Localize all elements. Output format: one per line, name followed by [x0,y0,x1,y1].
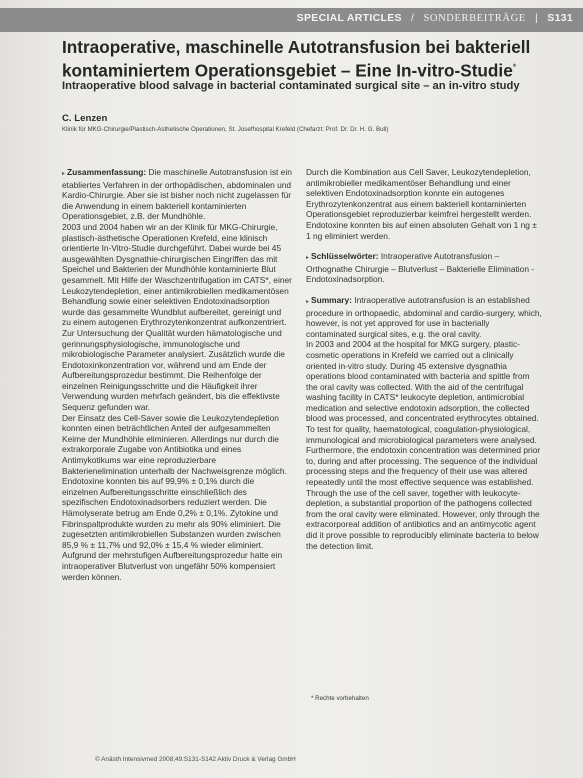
section-header-band [0,8,583,32]
section-en: SPECIAL ARTICLES [296,12,402,24]
abstract-de-p4: Endotoxine konnten bis auf 99,9% ± 0,1% durch die einzelnen Aufbereitungsschritte einschließlich des spezifischen Endotoxinadsorbers reduziert werden. Die Hämolyserate betrug am Ende 0,2% ± 0,1%. Zytokine und Fibrinspaltprodukte wurden zu mehr als 90% eliminiert. Die zugesetzten antimikrobiellen Substanzen wurden zwischen 85,9 % ± 11,7% und 92,0% ± 15,4 % wieder eliminiert. Aufgrund der mehrstufigen Aufbereitungsprozedur hatte ein intraoperativer Blutverlust von ungefähr 50% kompensiert werden können. [62,476,283,582]
header-separator: / [411,12,415,24]
title-footnote-mark: * [512,62,517,72]
triangle-bullet-icon: ▸ [306,255,310,262]
summary-en-label: Summary: [311,294,352,305]
summary-label: Zusammenfassung: [67,167,147,177]
abstract-de-p3: Der Einsatz des Cell-Saver sowie die Leukozytendepletion konnten einen beträchtlichen Anteil der aufgesammelten Keime der Mundhöhle eliminieren. Allerdings nur durch die extrakorporale Zugabe von Antibiotika und eines Antimykotikums war eine reproduzierbare Bakterienelimination unterhalb der Nachweisgrenze möglich. [62,412,287,476]
abstract-de-p2: 2003 und 2004 haben wir an der Klinik für MKG-Chirurgie, plastisch-ästhetische Operationen Krefeld, eine klinisch orientierte In-Vitro-Studie durchgeführt. Dabei wurde bei 45 ausgewählten Dysgnathie-chirurgischen Eingriffen das mit Speichel und Bakterien der Mundhöhle kontaminierte Blut gesammelt. Mit Hilfe der Waschzentrifugation im CATS*, einer Leukozytendepletion, einer antimikrobiellen medikamentösen Behandlung sowie einer selektiven Endotoxinadsorption wurde das gesammelte Wundblut aufbereitet, gereinigt und zu einem autogenen Erythrozytenkonzentrat aufkonzentriert. Zur Untersuchung der Qualität wurden hämatologische und gerinnungsphysiologische, immunologische und mikrobiologische Parameter analysiert. Zusätzlich wurde die Endotoxinkonzentration vor, während und am Ende der Aufbereitungsprozedur bestimmt. Die Reihenfolge der einzelnen Reinigungsschritte und die Häufigkeit ihrer Verwendung wurden mehrfach geändert, bis die effektivste Sequenz gefunden war. [62,221,292,413]
abstract-de-p5: Durch die Kombination aus Cell Saver, Leukozytendepletion, antimikrobieller medikamentöser Behandlung und einer selektiven Endotoxinadsorption konnte ein autogenes Erythrozytenkonzentrat aus einem bakteriell kontaminierten Operationsgebiet reproduzierbar keimfrei hergestellt werden. Endotoxine konnten bis auf einen absoluten Gehalt von 1 ng ± 1 ng eliminiert werden. [306,167,537,241]
keywords-text: Intraoperative Autotransfusion – Orthognathe Chirurgie – Blutverlust – Bakterielle Elimination - Endotoxinadsorption. [306,251,535,285]
article-title-text: Intraoperative, maschinelle Autotransfusion bei bakteriell kontaminiertem Operationsgebiet – Eine In-vitro-Studie [62,37,531,81]
triangle-bullet-icon: ▸ [306,298,310,305]
triangle-bullet-icon: ▸ [62,171,66,177]
summary-en-p3: Through the use of the cell saver, together with leukocyte-depletion, a substantial proportion of the pathogens collected from the oral cavity were eliminated. However, only through the extracorporeal addition of antibiotics and an antimycotic agent did it prove possible to reproducibly eliminate bacteria to below the detection limit. [306,487,540,551]
keywords-label: Schlüsselwörter: [311,251,379,262]
keywords [306,251,542,285]
left-column [62,167,292,582]
header-separator-2: | [535,12,539,24]
summary-en-p1-text: Intraoperative autotransfusion is an established procedure in orthopaedic, abdominal and cardio-surgery, which, however, is not yet approved for use in bacterially contaminated surgical sites, e.g. the oral cavity. [306,294,542,339]
author: C. Lenzen [62,113,108,124]
section-de: SONDERBEITRÄGE [423,13,526,24]
section-header [297,12,573,24]
page-number: S131 [547,12,573,24]
right-column [306,167,542,551]
abstract-de-p1 [62,167,292,222]
article-title [62,37,562,81]
footnote: * Rechte vorbehalten [311,695,369,702]
summary-en-p1 [306,295,542,339]
affiliation: Klinik für MKG-Chirurgie/Plastisch-Ästhetische Operationen, St. Josefhospital Krefeld (Chefarzt: Prof. Dr. Dr. H. G. Bull) [62,126,389,133]
abstract-de-p1-text: Die maschinelle Autotransfusion ist ein etabliertes Verfahren in der orthopädischen, abdominalen und Kardio-Chirurgie. Aber sie ist bisher noch nicht zugelassen für die Anwendung in einem bakteriell kontaminierten Operationsgebiet, z.B. der Mundhöhle. [62,167,292,222]
page-footer: © Anästh Intensivmed 2008;49:S131-S142 Aktiv Druck & Verlag GmbH [95,756,296,763]
article-subtitle: Intraoperative blood salvage in bacterial contaminated surgical site – an in-vitro study [62,80,520,92]
summary-en-p2: In 2003 and 2004 at the hospital for MKG surgery, plastic-cosmetic operations in Krefeld we carried out a clinically oriented in-vitro study. During 45 extensive dysgnathia operations blood contaminated with bacteria and spittle from the oral cavity was collected. With the aid of the centrifugal washing facility in CATS* leukocyte depletion, antimicrobial medication and selective endotoxin adsorption, the collected blood was processed, and concentrated erythrocytes obtained. To test for quality, haematological, coagulation-physiological, immunological and microbiological parameters were analysed. Furthermore, the endotoxin concentration was determined prior to, during and after processing. The sequence of the individual processing steps and the frequency of their use was altered repeatedly until the most effective sequence was established. [306,339,541,488]
